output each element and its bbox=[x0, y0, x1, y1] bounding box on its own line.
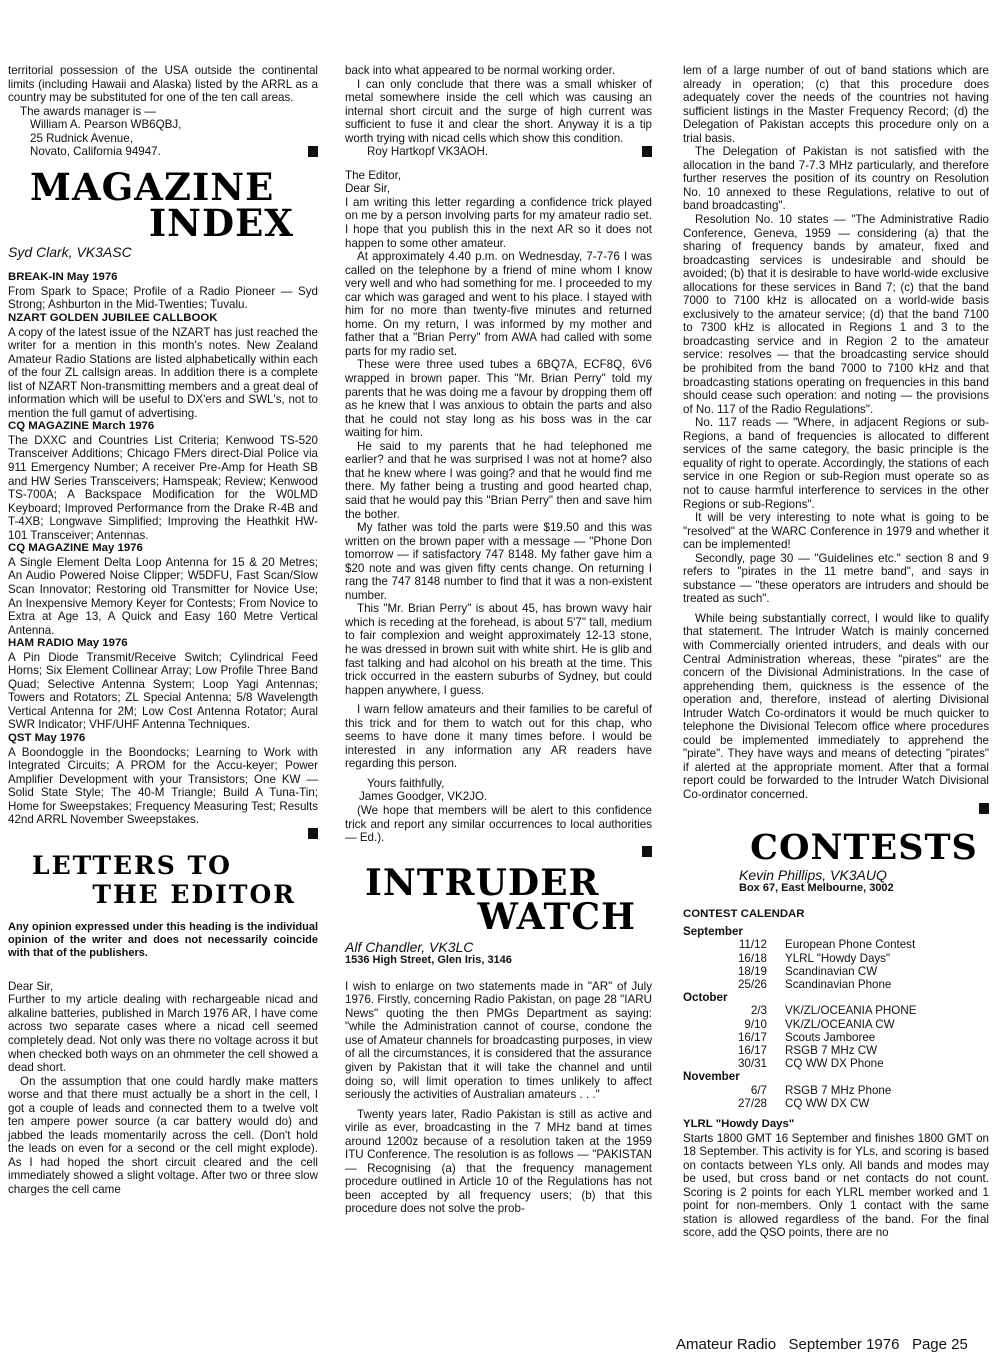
letter-signature: James Goodger, VK2JO. bbox=[359, 790, 488, 804]
continued-text: territorial possession of the USA outside the continental limits (including Hawaii and Alaska) listed by the ARRL as a country may be substituted for one of the ten call areas. bbox=[8, 64, 318, 105]
letters-title: THE EDITOR bbox=[92, 879, 296, 909]
letter-addressee: The Editor, bbox=[345, 168, 402, 182]
index-text: A copy of the latest issue of the NZART has just reached the writer for a mention in this month's notes. New Zealand Amateur Radio Stations are listed alphabetically within each of the four ZL callsign areas. In addition there is a complete list of NZART Non-transmitting members and a great deal of information which will be useful to DX'ers and SWL's, not to mention the full gamut of advertising. bbox=[8, 325, 318, 420]
calendar-date: 27/28 bbox=[737, 1096, 767, 1110]
index-heading: HAM RADIO May 1976 bbox=[8, 637, 128, 650]
awards-intro: The awards manager is — bbox=[20, 104, 156, 118]
column-3 bbox=[683, 64, 989, 1240]
letter-salutation: Dear Sir, bbox=[345, 182, 391, 196]
end-mark bbox=[979, 803, 989, 814]
calendar-event: Scandinavian Phone bbox=[785, 977, 892, 991]
calendar-event: CQ WW DX CW bbox=[785, 1096, 870, 1110]
awards-address-line: William A. Pearson WB6QBJ, bbox=[30, 118, 182, 132]
column-2 bbox=[345, 64, 652, 1216]
contest-calendar-heading: CONTEST CALENDAR bbox=[683, 907, 805, 920]
calendar-row bbox=[683, 965, 916, 978]
index-text: From Spark to Space; Profile of a Radio Pioneer — Syd Strong; Ashburton in the Mid-Twenties; Tuvalu. bbox=[8, 284, 318, 312]
letter-paragraph: I warn fellow amateurs and their families to be careful of this trick and for them to watch out for this chap, who seems to have done it many times before. I would be interested in any information any AR readers have regarding this person. bbox=[345, 703, 652, 771]
letter-signature: Roy Hartkopf VK3AOH. bbox=[367, 145, 489, 159]
index-heading: QST May 1976 bbox=[8, 731, 86, 744]
letter-closing: Yours faithfully, bbox=[367, 776, 445, 790]
calendar-month: October bbox=[683, 991, 728, 1005]
calendar-row bbox=[683, 952, 916, 965]
calendar-event: YLRL "Howdy Days" bbox=[785, 951, 891, 965]
letter-paragraph: This "Mr. Brian Perry" is about 45, has brown wavy hair which is receding at the forehead, is about 5'7" tall, medium to fair complexion and weight approximately 12-13 stone, he was dressed in brown suit with white shirt. He is glib and fast talking and had alcohol on his breath at the time. This trick occurred in the eastern suburbs of Sydney, but could happen anywhere, I guess. bbox=[345, 602, 652, 697]
magazine-index-title: INDEX bbox=[148, 200, 294, 245]
editor-note: (We hope that members will be alert to this confidence trick and report any similar occurrences to local authorities — Ed.). bbox=[345, 803, 652, 845]
letters-disclaimer: Any opinion expressed under this heading is the individual opinion of the writer and does not necessarily coincide with that of the publishers. bbox=[8, 920, 318, 959]
calendar-row bbox=[683, 1031, 916, 1044]
calendar-date: 18/19 bbox=[737, 964, 767, 978]
calendar-event: CQ WW DX Phone bbox=[785, 1057, 884, 1071]
letter-salutation: Dear Sir, bbox=[8, 979, 54, 993]
article-paragraph: Secondly, page 30 — "Guidelines etc." section 8 and 9 refers to "pirates in the 11 metre band", and says in substance — "these operators are intruders and should be treated as such". bbox=[683, 551, 989, 606]
page-footer: Amateur Radio September 1976 Page 25 bbox=[676, 1336, 968, 1353]
calendar-date: 16/17 bbox=[737, 1044, 767, 1057]
index-entry bbox=[8, 271, 318, 312]
index-entry bbox=[8, 732, 318, 839]
calendar-date: 30/31 bbox=[737, 1057, 767, 1071]
continued-text: back into what appeared to be normal working order. bbox=[345, 64, 616, 77]
calendar-row bbox=[683, 1084, 916, 1097]
index-heading: NZART GOLDEN JUBILEE CALLBOOK bbox=[8, 312, 218, 325]
index-text: A Pin Diode Transmit/Receive Switch; Cylindrical Feed Horns; Six Element Collinear Array; Low Profile Three Band Quad; Selective Antenna System; Loop Yagi Antennas; Towers and Rotators; ZL Special Antenna; 5/8 Wavelength Vertical Antenna for 2M; Low Cost Antenna Rotator; Aural SWR Indicator; VHF/UHF Antenna Techniques. bbox=[8, 650, 318, 732]
index-entry bbox=[8, 637, 318, 732]
intruder-watch-address: 1536 High Street, Glen Iris, 3146 bbox=[345, 954, 512, 967]
calendar-event: European Phone Contest bbox=[785, 938, 916, 952]
letter-paragraph: At approximately 4.40 p.m. on Wednesday, 7-7-76 I was called on the telephone by a friend of mine whom I know very well and who had something for me. I proceeded to my car which was garaged and went to his place. I stayed with him for no more than twenty-five minutes and returned home. On my return, I was informed by my mother and father that a "Brian Perry" from AWA had called with some parts for my radio set. bbox=[345, 250, 652, 358]
index-heading: CQ MAGAZINE May 1976 bbox=[8, 542, 143, 555]
intruder-watch-title: INTRUDER bbox=[365, 861, 600, 904]
calendar-event: VK/ZL/OCEANIA PHONE bbox=[785, 1004, 917, 1018]
calendar-row bbox=[683, 1044, 916, 1057]
calendar-row bbox=[683, 938, 916, 951]
article-paragraph: Twenty years later, Radio Pakistan is still as active and virile as ever, broadcasting in the 7 MHz band at times around 1200z because of a resolution taken at the 1959 ITU Conference. The resolution is as follows — "PAKISTAN — Recognising (a) that the frequency management procedure outlined in Article 10 of the Regulations has not been accepted by all frequency users; (b) that this procedure does not solve the prob- bbox=[345, 1107, 652, 1216]
index-heading: CQ MAGAZINE March 1976 bbox=[8, 420, 155, 433]
magazine-index-title: MAGAZINE bbox=[30, 164, 275, 209]
end-mark bbox=[308, 828, 318, 839]
end-mark bbox=[642, 846, 652, 857]
calendar-month: September bbox=[683, 925, 743, 939]
calendar-date: 11/12 bbox=[738, 938, 767, 952]
calendar-date: 16/18 bbox=[737, 951, 767, 965]
end-mark bbox=[308, 146, 318, 157]
calendar-event: Scandinavian CW bbox=[785, 964, 878, 978]
calendar-date: 25/26 bbox=[737, 977, 767, 991]
calendar-date: 6/7 bbox=[750, 1083, 767, 1097]
index-text: A Boondoggle in the Boondocks; Learning to Work with Integrated Circuits; A PROM for the Accu-keyer; Power Amplifier Development with your Transistors; One KW — Solid State Style; The 40-M Triangle; Build A Tuna-Tin; Home for Sweepstakes; Frequency Measuring Test; Results 42nd ARRL November Sweepstakes. bbox=[8, 745, 318, 827]
calendar-event: VK/ZL/OCEANIA CW bbox=[785, 1017, 895, 1031]
ylrl-heading: YLRL "Howdy Days" bbox=[683, 1118, 795, 1131]
calendar-row bbox=[683, 1057, 916, 1070]
article-paragraph: The Delegation of Pakistan is not satisfied with the allocation in the band 7-7.3 MHz particularly, and therefore further reserves the position of its country on Resolution No. 10 annexed to these Regulations, relative to out of band broadcasting". bbox=[683, 145, 989, 213]
article-paragraph: While being substantially correct, I would like to qualify that statement. The Intruder Watch is mainly concerned with Commercially oriented intruders, and deals with our Central Administration whereas, these "pirates" are the concern of the Divisional Administrations. In the case of apprehending them, quickness is the essence of the operation and, therefore, instead of alerting Divisional Intruder Watch Co-ordinators it would be much quicker to telephone the Divisional Telecom office where procedures could be implemented immediately to apprehend the "pirate". They have ways and means of detecting "pirates" if alerted at the appropriate moment. After that a formal report could be forwarded to the Intruder Watch Divisional Co-ordinator concerned. bbox=[683, 611, 989, 801]
letter-paragraph: My father was told the parts were $19.50 and this was written on the brown paper with a message — "Phone Don tomorrow — if satisfactory 747 8148. My father gave him a $20 note and was given fifty cents change. On returning I rang the 747 8148 number to find that it was a non-existent number. bbox=[345, 521, 652, 602]
continued-text: lem of a large number of out of band stations which are already in operation; (c) that this procedure does adequately cover the needs of the countries not having sufficient listings in the Master Frequency Record; (d) the Delegation of Pakistan accepts this procedure only on a trial basis. bbox=[683, 64, 989, 145]
letter-paragraph: On the assumption that one could hardly make matters worse and that there must actually be a short in the cell, I got a couple of leads and connected them to a twelve volt ten ampere power source (a car battery would do) and jabbed the leads momentarily across the cell. (Don't hold the leads on even for a second or the cell might explode). As I had hoped the short circuit cleared and the cell immediately showed a slight voltage. After two or three slow charges the cell came bbox=[8, 1074, 318, 1196]
letters-title: LETTERS TO bbox=[32, 850, 232, 880]
awards-address-line: Novato, California 94947. bbox=[30, 145, 161, 159]
awards-address-line: 25 Rudnick Avenue, bbox=[30, 131, 133, 145]
contests-address: Box 67, East Melbourne, 3002 bbox=[739, 882, 894, 895]
letter-paragraph: These were three used tubes a 6BQ7A, ECF8Q, 6V6 wrapped in brown paper. This "Mr. Brian Perry" told my parents that he was doing me a favour by dropping them off as he knew that I was anxious to obtain the parts and also that he could not stay long as his boss was in the car waiting for him. bbox=[345, 358, 652, 440]
calendar-date: 16/17 bbox=[737, 1030, 767, 1044]
article-paragraph: I wish to enlarge on two statements made in "AR" of July 1976. Firstly, concerning Radio Pakistan, on page 28 "IARU News" quoting the then PMGs Department as saying: "while the Administration cannot of course, condone the use of Amateur channels for broadcasting purposes, in view of all the circumstances, it is considered that the assurance given by Pakistan that it will take the channel and until doing so, will limit operation to times unlikely to affect seriously the activities of Australian amateurs . . ." bbox=[345, 979, 652, 1102]
column-1 bbox=[8, 64, 318, 1197]
calendar-month: November bbox=[683, 1070, 740, 1084]
calendar-row bbox=[683, 1018, 916, 1031]
article-paragraph: Resolution No. 10 states — "The Administrative Radio Conference, Geneva, 1959 — considering (a) that the sharing of frequency bands by amateur, fixed and broadcasting services is undesirable and should be avoided; (b) that it is desirable to have world-wide exclusive allocations for these services in Band 7; (c) that the band 7000 to 7100 kHz is allocated on a world-wide basis exclusively to the amateur service; (d) that the band 7100 to 7300 kHz is allocated in Regions 1 and 3 to the broadcasting service and in Region 2 to the amateur service: resolves — that the broadcasting service should be prohibited from the band 7000 to 7100 kHz and that broadcasting stations operating on frequencies in this band should cease such operation: and noting — the provisions of No. 117 of the Radio Regulations". bbox=[683, 213, 989, 416]
intruder-watch-title: WATCH bbox=[477, 895, 636, 938]
ylrl-text: Starts 1800 GMT 16 September and finishes 1800 GMT on 18 September. This activity is for YLs, and scoring is based on contacts between YLs only. All bands and modes may be used, but cross band or net contacts do not count. Scoring is 2 points for each YLRL member worked and 1 point for non-members. Only 1 contact with the same station is allowed regardless of the band. For the final score, add the QSO points, there are no bbox=[683, 1131, 989, 1240]
index-entry bbox=[8, 312, 318, 420]
index-entry bbox=[8, 420, 318, 542]
end-mark bbox=[642, 146, 652, 157]
calendar-row bbox=[683, 1097, 916, 1110]
index-heading: BREAK-IN May 1976 bbox=[8, 271, 118, 284]
calendar-date: 9/10 bbox=[744, 1017, 767, 1031]
letter-paragraph: Further to my article dealing with rechargeable nicad and alkaline batteries, published in March 1976 AR, I have come across two separate cases where a nicad cell seemed completely dead. Not only was there no voltage across it but when checked both ways on an ohmmeter the cell showed a dead short. bbox=[8, 993, 318, 1075]
article-paragraph: It will be very interesting to note what is going to be "resolved" at the WARC Conference in 1979 and whether it can be implemented! bbox=[683, 511, 989, 552]
index-text: The DXXC and Countries List Criteria; Kenwood TS-520 Transceiver Additions; Chicago FMers direct-Dial Police via 911 Emergency Number; A receiver Pre-Amp for Heath SB and HW Series Transceivers; Hamspeak; Review; Kenwood TS-700A; A Backspace Modification for the W0LMD Keyboard; Improved Performance from the Drake R-4B and T-4XB; Longwave Simplified; Improving the Heathkit HW-101 Transceiver; Antennas. bbox=[8, 433, 318, 542]
calendar-row bbox=[683, 978, 916, 991]
letter-paragraph: I am writing this letter regarding a confidence trick played on me by a person involving parts for my amateur radio set. I hope that you publish this in the next AR so it does not happen to some other amateur. bbox=[345, 195, 652, 250]
contests-title: CONTESTS bbox=[750, 826, 978, 868]
index-entry bbox=[8, 542, 318, 637]
article-paragraph: No. 117 reads — "Where, in adjacent Regions or sub-Regions, a band of frequencies is allocated to different services of the same category, the basic principle is the equality of right to operate. Accordingly, the stations of each service in one Region or sub-Region must operate so as not to cause harmful interference to services in the other Regions or sub-Regions". bbox=[683, 416, 989, 511]
calendar-date: 2/3 bbox=[750, 1004, 767, 1018]
calendar-event: Scouts Jamboree bbox=[785, 1030, 876, 1044]
contests-byline: Kevin Phillips, VK3AUQ bbox=[739, 866, 887, 883]
letter-paragraph: I can only conclude that there was a small whisker of metal somewhere inside the cell which was causing an internal short circuit and the surge of high current was sufficient to fuse it and clear the short. Anyway it is a tip worth trying with nicad cells which show this condition. bbox=[345, 77, 652, 145]
index-text: A Single Element Delta Loop Antenna for 15 & 20 Metres; An Audio Powered Noise Clipper; W5DFU, Fast Scan/Slow Scan Innovator; Restoring old Transmitter for Novice Use; An Inexpensive Memory Keyer for Contests; From Novice to Extra at Age 13, A Quick and Easy 160 Metre Vertical Antenna. bbox=[8, 555, 318, 637]
calendar-row bbox=[683, 1004, 916, 1017]
intruder-watch-byline: Alf Chandler, VK3LC bbox=[345, 938, 474, 955]
magazine-index-byline: Syd Clark, VK3ASC bbox=[8, 243, 132, 260]
calendar-event: RSGB 7 MHz CW bbox=[785, 1044, 878, 1057]
letter-paragraph: He said to my parents that he had telephoned me earlier? and that he was surprised I was not at home? also that he knew where I was going? and that he would find me there. My father being a trusting and good hearted chap, said that he would pay this "Brian Perry" then and save him the bother. bbox=[345, 439, 652, 521]
calendar-event: RSGB 7 MHz Phone bbox=[785, 1083, 892, 1097]
contest-calendar-table bbox=[683, 925, 916, 1110]
